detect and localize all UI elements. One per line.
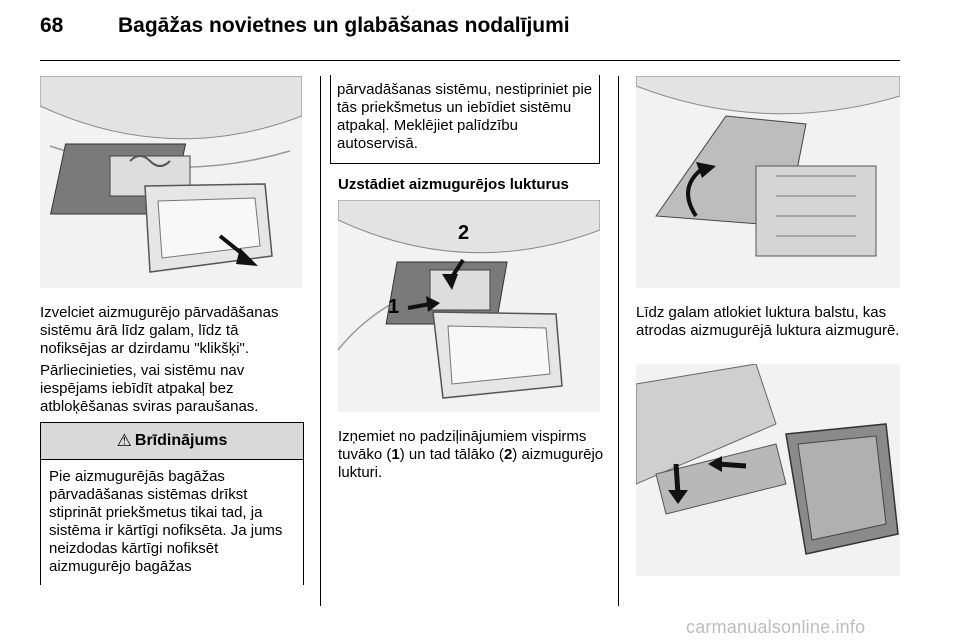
col2-paragraph-ref-1: 1 [391,446,400,463]
warning-body: Pie aizmugurējās bagāžas pārvadāšanas sistēmas drīkst stiprināt priekšmetus tikai tad, ja sistēma ir kārtīgi nofiksēta. Ja jums neizdodas kārtīgi nofiksēt aizmugurējo bagāžas [49,468,283,575]
warning-triangle-icon: ⚠ [116,431,132,450]
col2-paragraph [338,428,610,482]
warning-box [40,422,304,585]
col1-paragraph-2: Pārliecinieties, vai sistēmu nav iespējams iebīdīt atpakaļ bez atbloķēšanas sviras paraušanas. [40,362,259,415]
illustration-remove-lights [338,200,600,412]
warning-continued-box [330,75,600,164]
col2-paragraph-part-c: ) un tad tālāko ( [399,446,504,463]
col3-paragraph: Līdz galam atlokiet luktura balstu, kas atrodas aizmugurējā luktura aizmugurē. [636,304,900,339]
warning-title: Brīdinājums [134,432,228,449]
warning-header [41,423,303,460]
footer-watermark: carmanualsonline.info [686,617,866,637]
column-divider-2 [618,76,619,606]
section-heading-install-lights: Uzstādiet aizmugurējos lukturus [338,176,569,193]
page-number: 68 [40,14,64,37]
callout-2: 2 [458,222,470,244]
illustration-fold-bracket [636,76,900,288]
illustration-light-bracket [636,364,900,576]
col1-paragraph-1: Izvelciet aizmugurējo pārvadāšanas sistēmu ārā līdz galam, līdz tā nofiksējas ar dzirdamu "klikšķi". [40,304,279,357]
page-title: Bagāžas novietnes un glabāšanas nodalījumi [118,14,570,37]
col2-paragraph-ref-2: 2 [503,446,513,463]
warning-continued-text: pārvadāšanas sistēmu, nestipriniet pie tās priekšmetus un iebīdiet sistēmu atpakaļ. Meklējiet palīdzību autoservisā. [337,81,593,152]
col2-paragraph-part-e: ) aizmugurējo lukturi. [338,446,604,481]
column-divider-1 [320,76,321,606]
callout-1: 1 [388,296,400,318]
header-rule [40,60,900,61]
illustration-pull-out-carrier [40,76,302,288]
col2-paragraph-part-a: Izņemiet no padziļinājumiem vispirms tuvāko ( [338,428,587,463]
